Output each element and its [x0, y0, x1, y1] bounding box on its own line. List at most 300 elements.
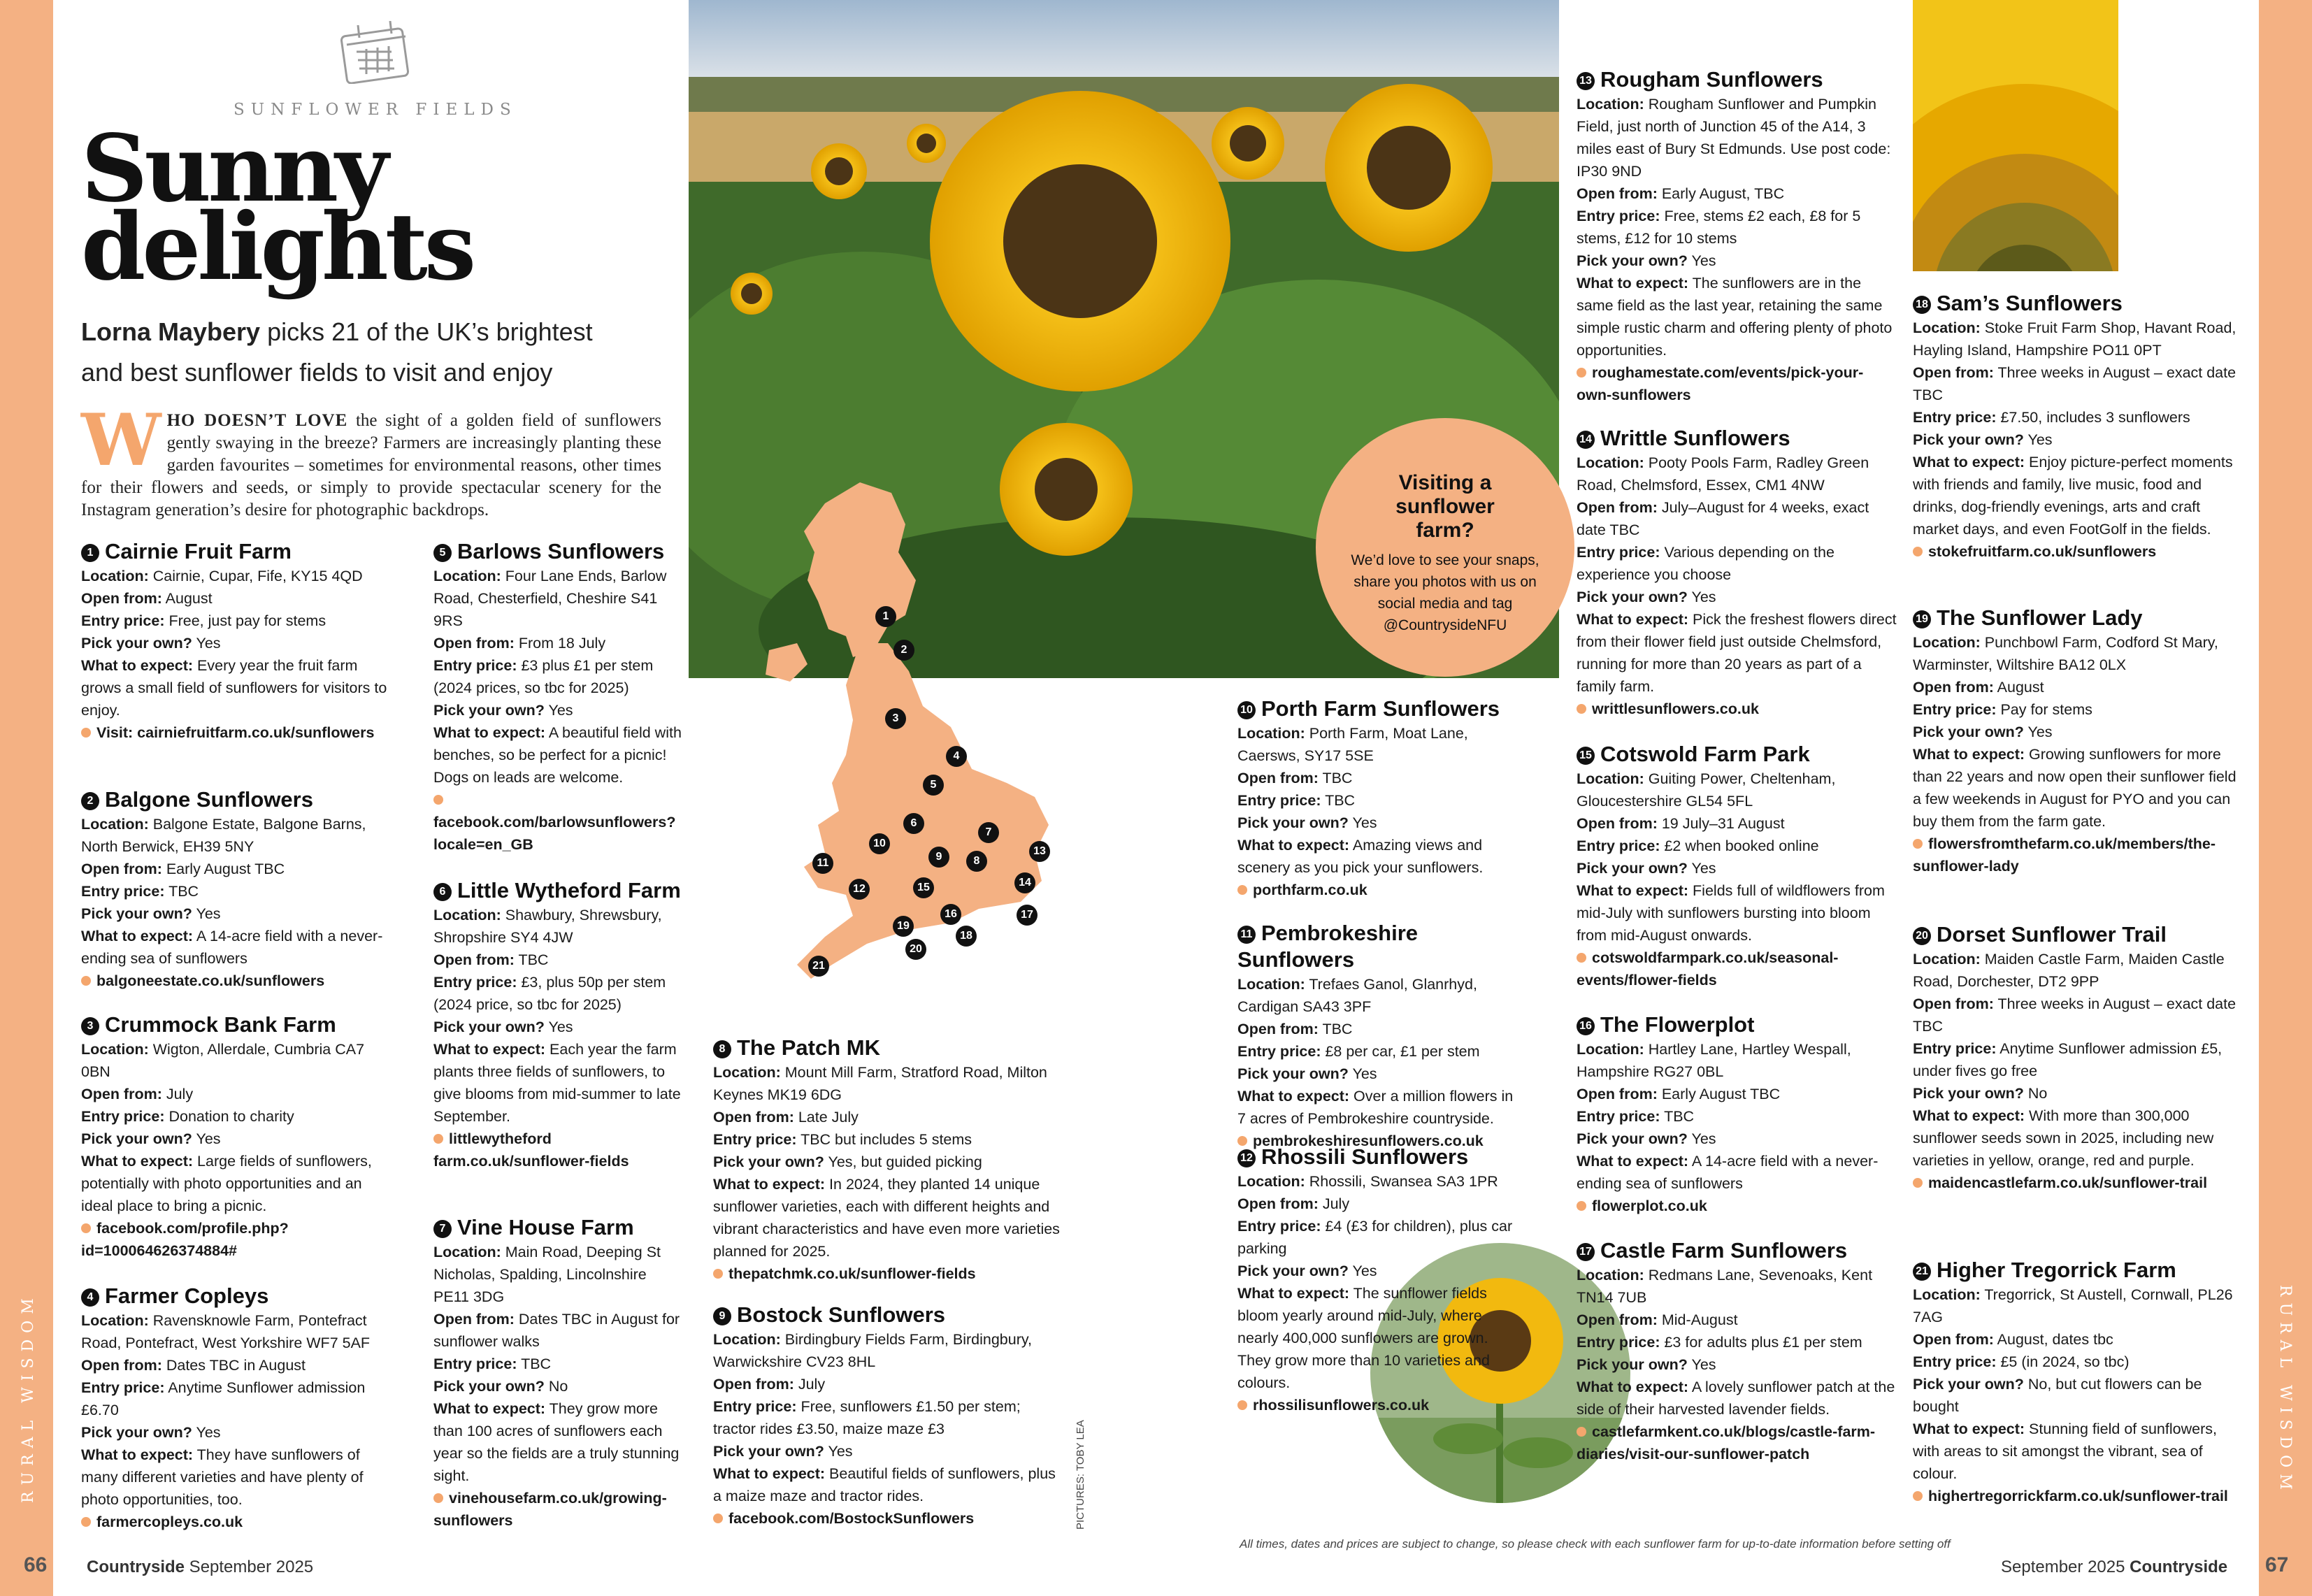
price-label: Entry price: [1913, 701, 1997, 718]
entry-price [433, 654, 685, 699]
entry-link[interactable] [433, 1128, 685, 1172]
link-text[interactable]: littlewytheford farm.co.uk/sunflower-fields [433, 1130, 629, 1170]
expect-label: What to expect: [433, 1041, 546, 1058]
map-marker-8: 8 [966, 851, 987, 872]
entry-link[interactable] [1913, 1485, 2241, 1507]
open-label: Open from: [1913, 364, 1994, 381]
entry-title [1237, 1144, 1517, 1170]
bullet-dot-icon [1577, 1427, 1586, 1437]
entry-open [1237, 767, 1517, 789]
link-text[interactable]: highertregorrickfarm.co.uk/sunflower-trail [1928, 1488, 2228, 1504]
entry-open [1577, 182, 1898, 205]
link-text[interactable]: porthfarm.co.uk [1253, 882, 1367, 898]
pick-label: Pick your own? [1237, 1263, 1349, 1279]
entry-title [81, 538, 389, 565]
price-label: Entry price: [81, 1379, 165, 1396]
entry-location [1237, 722, 1517, 767]
page-number-left: 66 [24, 1553, 48, 1576]
price-value: £3, plus 50p per stem (2024 price, so tbc for 2025) [433, 974, 666, 1013]
entry-link[interactable] [1913, 833, 2241, 877]
intro-text: the sight of a golden field of sunflowers gently swaying in the breeze? Farmers are increasingly planting these garden favourites – sometimes for environmental reasons, other times for their flowers and seeds, or simply to provide spectacular scenery for the Instagram generation’s desire for photographic backdrops. [81, 411, 661, 519]
pick-value: Yes, but guided picking [824, 1153, 982, 1170]
entry-expect [1577, 879, 1898, 947]
map-marker-13: 13 [1029, 841, 1050, 862]
entry-name: Dorset Sunflower Trail [1937, 922, 2167, 947]
entry-pick [713, 1151, 1063, 1173]
pick-label: Pick your own? [1913, 431, 2024, 448]
entry-19 [1913, 605, 2241, 877]
price-value: £7.50, includes 3 sunflowers [1996, 409, 2190, 426]
entry-link[interactable] [1913, 540, 2241, 563]
entry-title [1577, 1012, 1898, 1038]
entry-title [1577, 66, 1898, 93]
entry-expect [81, 1444, 389, 1511]
pick-label: Pick your own? [1577, 1130, 1688, 1147]
entry-price [1577, 1105, 1898, 1128]
entry-name: Rougham Sunflowers [1600, 67, 1823, 92]
open-value: July [161, 1086, 194, 1102]
location-value: Cairnie, Cupar, Fife, KY15 4QD [148, 568, 363, 584]
entry-pick [81, 632, 389, 654]
pick-value: Yes [1687, 1356, 1716, 1373]
price-value: TBC [517, 1356, 552, 1372]
entry-price [713, 1395, 1063, 1440]
price-label: Entry price: [1237, 1043, 1321, 1060]
entry-number: 20 [1913, 927, 1931, 945]
pick-label: Pick your own? [433, 1378, 545, 1395]
entry-open [1237, 1018, 1517, 1040]
entry-expect [433, 1038, 685, 1128]
entry-title [1237, 920, 1517, 973]
open-label: Open from: [1913, 679, 1994, 696]
location-value: Main Road, Deeping St Nicholas, Spalding, Lincolnshire PE11 3DG [433, 1244, 661, 1305]
map-scotland-shape [804, 482, 916, 657]
pick-value: Yes [544, 702, 573, 719]
entry-number: 1 [81, 544, 99, 562]
expect-label: What to expect: [1913, 454, 2025, 470]
entry-name: The Patch MK [737, 1035, 880, 1060]
entry-17 [1577, 1237, 1898, 1465]
entry-open [1913, 1328, 2241, 1351]
entry-open [81, 587, 389, 610]
price-label: Entry price: [81, 1108, 165, 1125]
open-label: Open from: [1237, 770, 1319, 786]
price-label: Entry price: [1577, 1334, 1660, 1351]
entry-15 [1577, 741, 1898, 991]
open-value: From 18 July [514, 635, 606, 652]
open-value: July [794, 1376, 826, 1393]
price-label: Entry price: [1577, 208, 1660, 224]
entry-6 [433, 877, 685, 1172]
entry-pick [81, 1421, 389, 1444]
bullet-dot-icon [1577, 704, 1586, 714]
entry-price [81, 1105, 389, 1128]
location-value: Maiden Castle Farm, Maiden Castle Road, Dorchester, DT2 9PP [1913, 951, 2225, 990]
intro-lead: HO DOESN’T LOVE [166, 411, 348, 430]
price-label: Entry price: [1577, 544, 1660, 561]
entry-link[interactable] [1237, 879, 1517, 901]
entry-link[interactable] [1577, 1421, 1898, 1465]
expect-value: A 14-acre field with a never-ending sea of sunflowers [81, 928, 383, 967]
open-label: Open from: [1577, 1086, 1658, 1102]
location-value: Trefaes Ganol, Glanrhyd, Cardigan SA43 3PF [1237, 976, 1477, 1015]
price-value: TBC [1321, 792, 1356, 809]
entry-price [1913, 1351, 2241, 1373]
bullet-dot-icon [81, 1517, 91, 1527]
map-marker-21: 21 [808, 956, 829, 977]
entry-link[interactable] [433, 789, 685, 856]
section-kicker: SUNFLOWER FIELDS [234, 101, 517, 119]
entry-name: Rhossili Sunflowers [1261, 1144, 1469, 1169]
entry-number: 11 [1237, 926, 1256, 944]
entry-number: 12 [1237, 1149, 1256, 1167]
pick-label: Pick your own? [81, 1130, 192, 1147]
entry-location [1577, 1038, 1898, 1083]
pick-label: Pick your own? [1577, 1356, 1688, 1373]
expect-label: What to expect: [81, 1153, 194, 1170]
map-marker-4: 4 [946, 746, 967, 767]
entry-4 [81, 1283, 389, 1533]
entry-open [713, 1373, 1063, 1395]
open-value: Early August TBC [161, 861, 285, 877]
entry-title [1913, 921, 2241, 948]
pick-value: Yes [1687, 252, 1716, 269]
entry-pick [1913, 1082, 2241, 1105]
link-text[interactable]: writtlesunflowers.co.uk [1592, 700, 1759, 717]
map-marker-12: 12 [849, 879, 870, 900]
expect-value: Large fields of sunflowers, potentially with photo opportunities and an ideal place to bring a picnic. [81, 1153, 372, 1214]
pick-value: Yes [2023, 724, 2053, 740]
entry-name: Little Wytheford Farm [457, 878, 681, 903]
location-value: Mount Mill Farm, Stratford Road, Milton Keynes MK19 6DG [713, 1064, 1047, 1103]
entry-location [1577, 93, 1898, 182]
headline-line-1: Sunny [81, 115, 385, 223]
expect-value: Stunning field of sunflowers, with areas to sit amongst the vibrant, sea of colour. [1913, 1421, 2217, 1482]
entry-location [713, 1061, 1063, 1106]
open-label: Open from: [1577, 499, 1658, 516]
pick-value: Yes [824, 1443, 853, 1460]
entry-location [81, 1038, 389, 1083]
entry-link[interactable] [713, 1507, 1063, 1530]
pick-value: No [2023, 1085, 2048, 1102]
entry-link[interactable] [1577, 361, 1898, 406]
open-label: Open from: [713, 1376, 794, 1393]
entry-name: Balgone Sunflowers [105, 787, 313, 812]
sunflower-closeup-photo [1913, 0, 2118, 271]
open-value: August, dates tbc [1993, 1331, 2113, 1348]
map-ni-shape [766, 643, 807, 682]
location-value: Rougham Sunflower and Pumpkin Field, just north of Junction 45 of the A14, 3 miles east of Bury St Edmunds. Use post code: IP30 9ND [1577, 96, 1891, 180]
entry-location [433, 904, 685, 949]
map-marker-1: 1 [875, 606, 896, 627]
price-value: £3 plus £1 per stem (2024 prices, so tbc for 2025) [433, 657, 654, 696]
link-text[interactable]: vinehousefarm.co.uk/growing-sunflowers [433, 1490, 667, 1529]
map-marker-20: 20 [905, 939, 926, 960]
entry-link[interactable] [81, 1217, 389, 1262]
entry-open [81, 858, 389, 880]
entry-location [81, 813, 389, 858]
pick-label: Pick your own? [713, 1153, 824, 1170]
price-value: £5 (in 2024, so tbc) [1996, 1353, 2130, 1370]
price-label: Entry price: [81, 883, 165, 900]
location-label: Location: [81, 568, 149, 584]
link-text[interactable]: thepatchmk.co.uk/sunflower-fields [728, 1265, 976, 1282]
bullet-dot-icon [1577, 368, 1586, 378]
entry-open [81, 1354, 389, 1376]
entry-name: Sam’s Sunflowers [1937, 291, 2123, 315]
entry-expect [1577, 272, 1898, 361]
location-label: Location: [1577, 454, 1644, 471]
entry-open [1577, 812, 1898, 835]
price-label: Entry price: [1577, 837, 1660, 854]
link-text[interactable]: pembrokeshiresunflowers.co.uk [1253, 1133, 1484, 1149]
price-value: Pay for stems [1996, 701, 2092, 718]
entry-price [1577, 205, 1898, 250]
entry-expect [433, 1397, 685, 1487]
bullet-dot-icon [1237, 885, 1247, 895]
link-text[interactable]: roughamestate.com/events/pick-your-own-sunflowers [1577, 364, 1864, 403]
entry-title [1913, 290, 2241, 317]
entry-price [1237, 1215, 1517, 1260]
expect-value: Amazing views and scenery as you pick your sunflowers. [1237, 837, 1484, 876]
expect-value: Pick the freshest flowers direct from their flower field just outside Chelmsford, running for more than 20 years as part of a family farm. [1577, 611, 1897, 695]
uk-map [741, 475, 1105, 993]
entry-13 [1577, 66, 1898, 406]
expect-label: What to expect: [433, 724, 546, 741]
entry-title [433, 1214, 685, 1241]
expect-value: The sunflowers are in the same field as the last year, retaining the same simple rustic charm and offering plenty of photo opportunities. [1577, 275, 1893, 359]
folio-right [2001, 1558, 2227, 1577]
entry-20 [1913, 921, 2241, 1194]
location-label: Location: [433, 907, 501, 923]
pick-value: Yes [1348, 1065, 1377, 1082]
bullet-dot-icon [433, 1493, 443, 1503]
entry-link[interactable] [1577, 1195, 1898, 1217]
entry-number: 18 [1913, 296, 1931, 314]
expect-value: Every year the fruit farm grows a small field of sunflowers for visitors to enjoy. [81, 657, 387, 719]
price-label: Entry price: [1237, 792, 1321, 809]
location-label: Location: [1237, 725, 1305, 742]
entry-number: 15 [1577, 747, 1595, 765]
headline-line-2: delights [81, 193, 473, 301]
link-text[interactable]: maidencastlefarm.co.uk/sunflower-trail [1928, 1174, 2208, 1191]
open-label: Open from: [1913, 1331, 1994, 1348]
link-text[interactable]: facebook.com/BostockSunflowers [728, 1510, 975, 1527]
open-value: Three weeks in August – exact date TBC [1913, 995, 2236, 1035]
open-label: Open from: [81, 1086, 162, 1102]
location-label: Location: [81, 1041, 149, 1058]
pick-value: Yes [2023, 431, 2053, 448]
location-value: Porth Farm, Moat Lane, Caersws, SY17 5SE [1237, 725, 1468, 764]
map-marker-2: 2 [893, 640, 914, 661]
expect-label: What to expect: [1577, 1153, 1689, 1170]
entry-expect [1577, 1376, 1898, 1421]
link-text[interactable]: facebook.com/profile.php?id=100064626374884# [81, 1220, 289, 1259]
entry-1 [81, 538, 389, 744]
pick-value: Yes [544, 1019, 573, 1035]
entry-name: Porth Farm Sunflowers [1261, 696, 1500, 721]
entry-number: 17 [1577, 1243, 1595, 1261]
side-label-right: RURAL WISDOM [2276, 1285, 2294, 1496]
entry-title [81, 786, 389, 813]
entry-expect [81, 1150, 389, 1217]
entry-number: 2 [81, 792, 99, 810]
expect-value: A beautiful field with benches, so be perfect for a picnic! Dogs on leads are welcome. [433, 724, 682, 786]
entry-number: 3 [81, 1017, 99, 1035]
link-text[interactable]: balgoneestate.co.uk/sunflowers [96, 972, 325, 989]
open-value: August [161, 590, 213, 607]
pick-label: Pick your own? [81, 1424, 192, 1441]
folio-left [87, 1558, 313, 1577]
entry-link[interactable] [1577, 947, 1898, 991]
entry-11 [1237, 920, 1517, 1152]
open-value: August [1993, 679, 2044, 696]
price-value: TBC [164, 883, 199, 900]
entry-expect [1913, 1418, 2241, 1485]
expect-value: With more than 300,000 sunflower seeds sown in 2025, including new varieties in yellow, orange, red and purple. [1913, 1107, 2214, 1169]
expect-value: The sunflower fields bloom yearly around mid-July, where nearly 400,000 sunflowers are grown. They grow more than 10 varieties and colours. [1237, 1285, 1490, 1391]
entry-price [433, 971, 685, 1016]
entry-location [433, 565, 685, 632]
entry-expect [1237, 1085, 1517, 1130]
map-marker-17: 17 [1017, 905, 1037, 926]
open-value: Early August, TBC [1657, 185, 1785, 202]
page-number-right: 67 [2265, 1553, 2289, 1576]
open-value: TBC [1318, 770, 1353, 786]
link-text[interactable]: flowerplot.co.uk [1592, 1198, 1707, 1214]
entry-open [1913, 993, 2241, 1037]
entry-location [1237, 973, 1517, 1018]
entry-title [1913, 605, 2241, 631]
standfirst [81, 312, 668, 393]
entry-location [433, 1241, 685, 1308]
open-label: Open from: [433, 951, 515, 968]
entry-link[interactable] [81, 721, 389, 744]
map-england-wales-shape [797, 643, 1049, 979]
location-value: Four Lane Ends, Barlow Road, Chesterfield, Cheshire S41 9RS [433, 568, 667, 629]
entry-name: Bostock Sunflowers [737, 1302, 945, 1327]
open-value: TBC [514, 951, 549, 968]
entry-name: Castle Farm Sunflowers [1600, 1238, 1848, 1263]
pick-value: Yes [1348, 1263, 1377, 1279]
entry-link[interactable] [81, 970, 389, 992]
location-label: Location: [81, 816, 149, 833]
entry-location [1577, 1264, 1898, 1309]
entry-expect [713, 1462, 1063, 1507]
entry-title [713, 1302, 1063, 1328]
entry-number: 9 [713, 1307, 731, 1325]
pick-label: Pick your own? [1577, 589, 1688, 605]
map-marker-10: 10 [869, 833, 890, 854]
entry-number: 10 [1237, 701, 1256, 719]
expect-value: In 2024, they planted 14 unique sunflower varieties, each with different heights and vibrant characteristics and have even more varieties planned for 2025. [713, 1176, 1060, 1260]
badge-body: We’d love to see your snaps, share you photos with us on social media and tag @CountrysideNFU [1351, 552, 1539, 633]
expect-value: They have sunflowers of many different varieties and have plenty of photo opportunities, too. [81, 1446, 364, 1508]
pick-label: Pick your own? [433, 1019, 545, 1035]
pick-label: Pick your own? [81, 635, 192, 652]
entry-link[interactable] [1913, 1172, 2241, 1194]
open-value: Mid-August [1657, 1311, 1738, 1328]
bullet-dot-icon [1913, 1178, 1923, 1188]
link-text[interactable]: rhossilisunflowers.co.uk [1253, 1397, 1430, 1414]
entry-pick [1577, 250, 1898, 272]
link-text[interactable]: cotswoldfarmpark.co.uk/seasonal-events/flower-fields [1577, 949, 1839, 988]
link-text[interactable]: farmercopleys.co.uk [96, 1514, 243, 1530]
open-label: Open from: [81, 861, 162, 877]
open-label: Open from: [1913, 995, 1994, 1012]
bullet-dot-icon [1237, 1400, 1247, 1410]
entry-open [433, 949, 685, 971]
entry-link[interactable] [1577, 698, 1898, 720]
entry-open [1577, 1083, 1898, 1105]
bullet-dot-icon [1913, 547, 1923, 556]
location-label: Location: [1577, 1041, 1644, 1058]
location-value: Punchbowl Farm, Codford St Mary, Warminster, Wiltshire BA12 0LX [1913, 634, 2218, 673]
link-text[interactable]: facebook.com/barlowsunflowers?locale=en_GB [433, 814, 676, 853]
pick-value: Yes [1348, 814, 1377, 831]
entry-21 [1913, 1257, 2241, 1507]
entry-link[interactable] [81, 1511, 389, 1533]
expect-label: What to expect: [81, 657, 194, 674]
entry-number: 5 [433, 544, 452, 562]
photo-credit: PICTURES: TOBY LEA [1075, 1420, 1086, 1530]
entry-name: Cotswold Farm Park [1600, 742, 1810, 766]
location-value: Ravensknowle Farm, Pontefract Road, Pontefract, West Yorkshire WF7 5AF [81, 1312, 371, 1351]
entry-title [1577, 741, 1898, 768]
entry-open [433, 632, 685, 654]
entry-price [81, 1376, 389, 1421]
entry-expect [1913, 451, 2241, 540]
expect-value: Enjoy picture-perfect moments with friends and family, live music, food and drinks, dog-friendly evenings, arts and craft market days, and even FootGolf in the fields. [1913, 454, 2233, 538]
price-label: Entry price: [1577, 1108, 1660, 1125]
entry-title [433, 877, 685, 904]
entry-pick [81, 1128, 389, 1150]
badge-title: Visiting a sunflower farm? [1395, 471, 1495, 542]
link-text[interactable]: stokefruitfarm.co.uk/sunflowers [1928, 543, 2157, 560]
pick-label: Pick your own? [1237, 1065, 1349, 1082]
price-label: Entry price: [433, 1356, 517, 1372]
entry-title [81, 1283, 389, 1309]
open-label: Open from: [433, 1311, 515, 1328]
pick-value: Yes [1687, 860, 1716, 877]
open-value: Dates TBC in August [161, 1357, 306, 1374]
entry-link[interactable] [433, 1487, 685, 1532]
pick-value: Yes [192, 635, 221, 652]
entry-expect [1577, 608, 1898, 698]
drop-cap: W [81, 398, 161, 482]
entry-link[interactable] [1237, 1394, 1517, 1416]
link-text[interactable]: flowersfromthefarm.co.uk/members/the-sunflower-lady [1913, 835, 2216, 875]
entry-expect [433, 721, 685, 789]
pick-label: Pick your own? [1577, 860, 1688, 877]
link-text[interactable]: castlefarmkent.co.uk/blogs/castle-farm-diaries/visit-our-sunflower-patch [1577, 1423, 1876, 1462]
entry-location [1913, 948, 2241, 993]
pick-value: Yes [192, 905, 221, 922]
price-label: Entry price: [1913, 1353, 1997, 1370]
entry-number: 14 [1577, 431, 1595, 449]
pick-value: No [544, 1378, 568, 1395]
link-text[interactable]: Visit: cairniefruitfarm.co.uk/sunflowers [96, 724, 375, 741]
entry-title [1577, 425, 1898, 452]
map-marker-6: 6 [903, 813, 924, 834]
entry-number: 6 [433, 883, 452, 901]
entry-location [1913, 631, 2241, 676]
expect-value: Growing sunflowers for more than 22 years and now open their sunflower field a few weekends in August for PYO and you can buy them from the farm gate. [1913, 746, 2236, 830]
entry-link[interactable] [713, 1263, 1063, 1285]
entry-title [81, 1012, 389, 1038]
price-value: £2 when booked online [1660, 837, 1819, 854]
entry-8 [713, 1035, 1063, 1285]
